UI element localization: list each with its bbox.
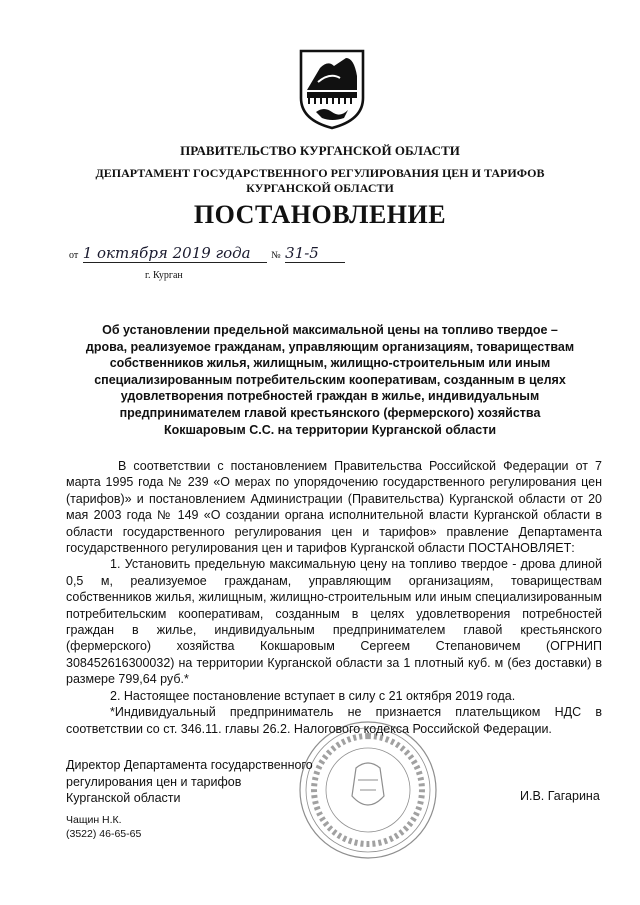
department-name-line2: КУРГАНСКОЙ ОБЛАСТИ: [246, 181, 394, 195]
subject-line: специализированным потребительским кооперативам, созданным в целях: [94, 372, 566, 387]
signatory-name: И.В. Гагарина: [520, 789, 600, 803]
executor-phone: (3522) 46-65-65: [66, 828, 142, 840]
executor-block: [66, 813, 141, 841]
document-type-title: ПОСТАНОВЛЕНИЕ: [193, 200, 447, 229]
subject-line: удовлетворения потребностей граждан в жилье, индивидуальным: [120, 389, 540, 404]
official-round-stamp: [296, 718, 440, 862]
kurgan-coat-of-arms-icon: [298, 48, 366, 130]
signatory-position-line1: Директор Департамента государственного: [66, 758, 313, 772]
subject-line: предпринимателем главой крестьянского (фермерского) хозяйства: [119, 405, 541, 420]
subject-line: Об установлении предельной максимальной цены на топливо твердое –: [102, 323, 558, 337]
resolution-subject: [80, 322, 580, 438]
subject-line: Кокшаровым С.С. на территории Курганской области: [163, 422, 497, 437]
government-name: ПРАВИТЕЛЬСТВО КУРГАНСКОЙ ОБЛАСТИ: [180, 143, 460, 158]
date-value: 1 октября 2019 года: [83, 244, 267, 263]
signatory-position-line2: регулирования цен и тарифов: [66, 774, 242, 789]
executor-name: Чащин Н.К.: [66, 814, 122, 826]
date-number-line: [69, 244, 345, 263]
document-number: 31-5: [285, 244, 345, 263]
signatory-position-line3: Курганской области: [66, 791, 181, 805]
item-1-paragraph: 1. Установить предельную максимальную цену на топливо твердое - дрова длиной 0,5 м, реализуемое гражданам, управляющим организациям, товариществам собственников жилья, жилищным, жилищно-строительным или иным специализированным потребительским кооперативам, созданным в целях удовлетворения потребностей граждан в жилье, индивидуальным предпринимателем главой крестьянского (фермерского) хозяйства Кокшаровым Сергеем Степановичем (ОГРНИП 308452616300032) на территории Курганской области за 1 плотный куб. м (без доставки) в размере 799,64 руб.*: [66, 557, 602, 687]
city-name: г. Курган: [145, 270, 183, 281]
resolution-body: [66, 458, 602, 737]
footnote-paragraph: *Индивидуальный предприниматель не признается плательщиком НДС в соответствии со ст. 346.11. главы 26.2. Налогового кодекса Российской Федерации.: [66, 705, 602, 736]
signature-block: [66, 757, 313, 807]
item-2-paragraph: 2. Настоящее постановление вступает в силу с 21 октября 2019 года.: [110, 688, 516, 703]
date-prefix: от: [69, 250, 79, 261]
preamble-paragraph: В соответствии с постановлением Правительства Российской Федерации от 7 марта 1995 года № 239 «О мерах по упорядочению государственного регулирования цен (тарифов)» и постановлением Администрации (Правительства) Курганской области от 20 мая 2003 года № 149 «О создании органа исполнительной власти Курганской области в области государственного регулирования цен и тарифов» правление Департамента государственного регулирования цен и тарифов Курганской области ПОСТАНОВЛЯЕТ:: [66, 459, 602, 556]
subject-line: собственников жилья, жилищным, жилищно-строительным или иным: [109, 356, 551, 371]
number-prefix: №: [271, 250, 281, 261]
subject-line: дрова, реализуемое гражданам, управляющим организациям, товариществам: [85, 339, 575, 354]
department-name-line1: ДЕПАРТАМЕНТ ГОСУДАРСТВЕННОГО РЕГУЛИРОВАНИЯ ЦЕН И ТАРИФОВ: [95, 166, 545, 180]
